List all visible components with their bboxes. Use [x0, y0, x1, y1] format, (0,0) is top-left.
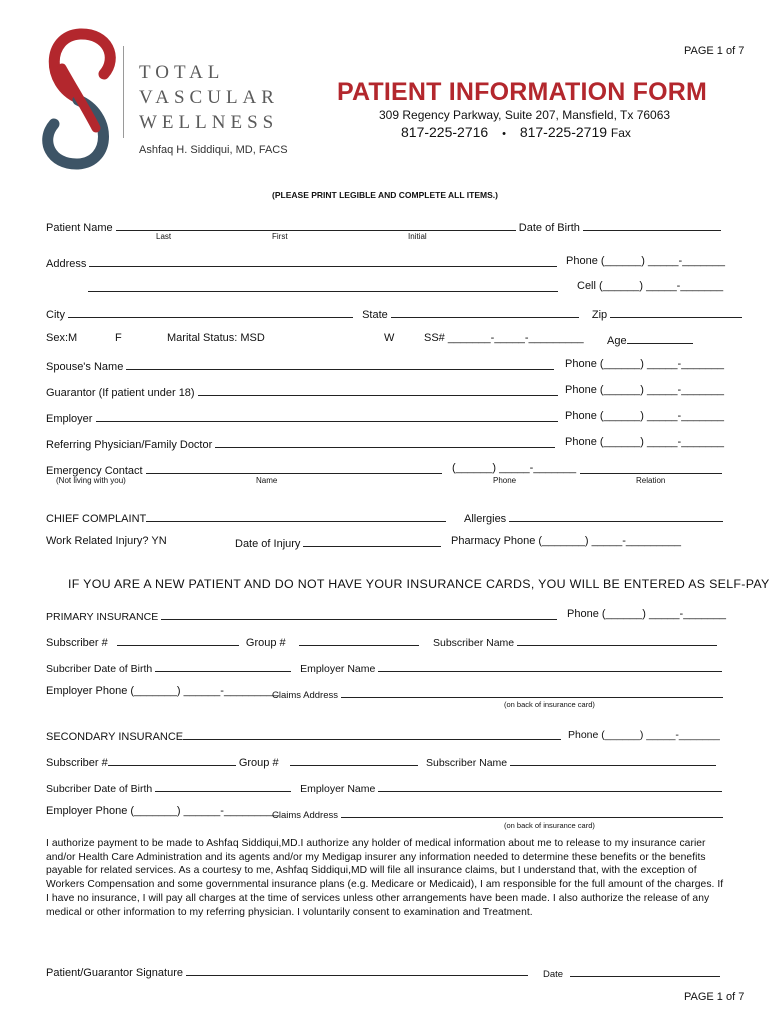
- sub-initial: Initial: [408, 232, 427, 241]
- primary-employer-phone-field[interactable]: Employer Phone (_______) ______-_________: [46, 685, 280, 697]
- employer-name-label: Employer Name: [300, 663, 376, 675]
- signature-label: Patient/Guarantor Signature: [46, 967, 183, 979]
- emergency-sub-note: (Not living with you): [56, 476, 126, 485]
- secondary-subscriber-field[interactable]: [108, 754, 236, 766]
- secondary-row: [46, 728, 561, 743]
- date-label: Date: [543, 969, 564, 980]
- guarantor-row: [46, 384, 558, 399]
- age-label: Age: [607, 335, 627, 347]
- referring-label: Referring Physician/Family Doctor: [46, 439, 213, 451]
- patient-name-row: [46, 219, 721, 234]
- group-field[interactable]: [299, 634, 419, 646]
- dob-label: Date of Birth: [518, 222, 580, 234]
- primary-label: PRIMARY INSURANCE: [46, 611, 159, 623]
- employer-label: Employer: [46, 413, 93, 425]
- secondary-claims-label: Claims Address: [272, 810, 338, 821]
- secondary-group-label: Group #: [238, 757, 279, 769]
- phone-field[interactable]: Phone (______) _____-_______: [566, 255, 726, 267]
- page-number-bottom: PAGE 1 of 7: [684, 991, 745, 1003]
- claims-label: Claims Address: [272, 690, 338, 701]
- primary-dob-row: [46, 660, 722, 675]
- referring-phone-field[interactable]: Phone (______) _____-_______: [565, 436, 725, 448]
- secondary-dob-label: Subcriber Date of Birth: [46, 783, 153, 795]
- allergies-label: Allergies: [464, 513, 507, 525]
- sub-dob-label: Subcriber Date of Birth: [46, 663, 153, 675]
- insurance-notice: IF YOU ARE A NEW PATIENT AND DO NOT HAVE YOUR INSURANCE CARDS, YOU WILL BE ENTERED AS SELF-PAY: [68, 577, 770, 591]
- age-row: [607, 332, 693, 347]
- subscriber-number-field[interactable]: [117, 634, 239, 646]
- date-field[interactable]: [570, 965, 720, 977]
- spouse-row: [46, 358, 554, 373]
- subscriber-name-field[interactable]: [517, 634, 717, 646]
- emergency-label: Emergency Contact: [46, 465, 143, 477]
- guarantor-field[interactable]: [198, 384, 558, 396]
- secondary-subscriber-label: Subscriber #: [46, 757, 108, 769]
- emergency-sub-phone: Phone: [493, 476, 517, 485]
- page-number-top: PAGE 1 of 7: [684, 45, 745, 57]
- address-line2-field[interactable]: [88, 280, 558, 292]
- emergency-name-field[interactable]: [146, 462, 442, 474]
- back-note: (on back of insurance card): [504, 700, 595, 709]
- group-label: Group #: [245, 637, 286, 649]
- chief-label: CHIEF COMPLAINT: [46, 513, 147, 525]
- primary-subscriber-row: [46, 634, 419, 649]
- injury-date-field[interactable]: [303, 535, 441, 547]
- sub-dob-field[interactable]: [155, 660, 291, 672]
- injury-row: [235, 535, 441, 550]
- guarantor-phone-field[interactable]: Phone (______) _____-_______: [565, 384, 725, 396]
- sub-last: Last: [156, 232, 172, 241]
- emergency-sub-name: Name: [256, 476, 278, 485]
- secondary-employer-phone-field[interactable]: Employer Phone (_______) ______-_________: [46, 805, 280, 817]
- secondary-phone-field[interactable]: Phone (______) _____-_______: [568, 729, 720, 741]
- primary-claims-row: [272, 686, 723, 701]
- city-label: City: [46, 309, 65, 321]
- work-injury-field[interactable]: Work Related Injury? YN: [46, 535, 167, 547]
- secondary-claims-row: [272, 806, 723, 821]
- subscriber-label: Subscriber #: [46, 637, 108, 649]
- address-row: [46, 255, 557, 270]
- employer-field[interactable]: [96, 410, 558, 422]
- referring-field[interactable]: [215, 436, 555, 448]
- spouse-field[interactable]: [126, 358, 554, 370]
- address2-row: [88, 280, 558, 295]
- ssn-field[interactable]: SS# _______-_____-_________: [424, 332, 584, 344]
- sex-f-option[interactable]: F: [115, 332, 122, 344]
- allergies-row: [464, 510, 723, 525]
- sub-first: First: [272, 232, 288, 241]
- sex-label[interactable]: Sex:M: [46, 332, 78, 344]
- emergency-relation-wrap: [580, 462, 722, 477]
- secondary-subscriber-name-row: [426, 754, 716, 769]
- date-row: [543, 965, 720, 980]
- claims-address-field[interactable]: [341, 686, 723, 698]
- age-field[interactable]: [627, 332, 693, 344]
- pharmacy-phone-field[interactable]: Pharmacy Phone (_______) _____-_________: [451, 535, 681, 547]
- guarantor-label: Guarantor (If patient under 18): [46, 387, 195, 399]
- instruction: (PLEASE PRINT LEGIBLE AND COMPLETE ALL ITEMS.): [272, 190, 498, 200]
- secondary-employer-name-label: Employer Name: [300, 783, 376, 795]
- primary-insurance-field[interactable]: [161, 608, 557, 620]
- state-field[interactable]: [391, 306, 579, 318]
- address-label: Address: [46, 258, 87, 270]
- clinic-address: 309 Regency Parkway, Suite 207, Mansfield, Tx 76063: [379, 108, 671, 122]
- clinic-phone: 817-225-2716: [401, 124, 489, 140]
- brand-line-3: WELLNESS: [139, 112, 279, 133]
- secondary-claims-field[interactable]: [341, 806, 723, 818]
- chief-field[interactable]: [146, 510, 446, 522]
- marital-status[interactable]: Marital Status: MSD: [167, 332, 265, 344]
- emergency-relation-field[interactable]: [580, 462, 722, 474]
- employer-row: [46, 410, 558, 425]
- emergency-sub-relation: Relation: [636, 476, 666, 485]
- primary-subscriber-name-row: [433, 634, 717, 649]
- marital-w-option[interactable]: W: [384, 332, 395, 344]
- secondary-employer-name-field[interactable]: [378, 780, 722, 792]
- patient-name-label: Patient Name: [46, 222, 113, 234]
- logo-icon: [38, 28, 120, 170]
- cell-field[interactable]: Cell (______) _____-_______: [577, 280, 724, 292]
- subscriber-name-label: Subscriber Name: [433, 637, 515, 649]
- logo-divider: [123, 46, 124, 138]
- brand-line-1: TOTAL: [139, 62, 225, 83]
- authorization-text: I authorize payment to be made to Ashfaq Siddiqui,MD.I authorize any holder of medical information about me to release to my insurance carier and/or Health Care Administration and its agents and/or my Medigap insurer any information needed to determine these benefits or the benefits payable for related services. As a courtesy to me, Ashfaq Siddiqui,MD will file all insurance claims, but I understand that, with the exception of Workers Compensation and some governmental insurance plans (e.g. Medicare or Medicaid), I am responsible for the full amount of the charges. If I have no insurance, I will pay all charges at the time of services unless other arrangements have been made. I also authorize the release of any medical or other information to my referring physician. I voluntarily consent to examination and Treatment.: [46, 838, 724, 918]
- secondary-dob-row: [46, 780, 722, 795]
- patient-name-field[interactable]: [116, 219, 516, 231]
- state-label: State: [362, 309, 388, 321]
- secondary-subscriber-name-field[interactable]: [510, 754, 716, 766]
- zip-field[interactable]: [610, 306, 742, 318]
- chief-row: [46, 510, 446, 525]
- doctor-name: Ashfaq H. Siddiqui, MD, FACS: [139, 144, 288, 156]
- clinic-fax: 817-225-2719: [519, 124, 608, 140]
- fax-label: Fax: [610, 126, 631, 140]
- zip-label: Zip: [591, 309, 608, 321]
- signature-row: [46, 964, 528, 979]
- primary-row: [46, 608, 557, 623]
- dob-field[interactable]: [583, 219, 721, 231]
- secondary-subscriber-name-label: Subscriber Name: [426, 757, 508, 769]
- bullet: •: [502, 128, 506, 140]
- secondary-subscriber-row: [46, 754, 418, 769]
- signature-field[interactable]: [186, 964, 528, 976]
- emergency-phone-field[interactable]: (______) _____-_______: [452, 462, 577, 474]
- clinic-contact: [401, 124, 631, 140]
- secondary-back-note: (on back of insurance card): [504, 821, 595, 830]
- address-field[interactable]: [89, 255, 557, 267]
- brand-line-2: VASCULAR: [139, 87, 279, 108]
- brand-name: [139, 60, 279, 135]
- injury-label: Date of Injury: [235, 538, 301, 550]
- form-title: PATIENT INFORMATION FORM: [337, 78, 708, 106]
- secondary-group-field[interactable]: [290, 754, 418, 766]
- employer-name-field[interactable]: [378, 660, 722, 672]
- spouse-label: Spouse's Name: [46, 361, 124, 373]
- secondary-insurance-field[interactable]: [183, 728, 561, 740]
- emergency-row: [46, 462, 442, 477]
- secondary-label: SECONDARY INSURANCE: [46, 731, 184, 743]
- city-row: [46, 306, 742, 321]
- city-field[interactable]: [68, 306, 353, 318]
- secondary-dob-field[interactable]: [155, 780, 291, 792]
- primary-phone-field[interactable]: Phone (______) _____-_______: [567, 608, 727, 620]
- employer-phone-field[interactable]: Phone (______) _____-_______: [565, 410, 725, 422]
- referring-row: [46, 436, 555, 451]
- allergies-field[interactable]: [509, 510, 723, 522]
- spouse-phone-field[interactable]: Phone (______) _____-_______: [565, 358, 725, 370]
